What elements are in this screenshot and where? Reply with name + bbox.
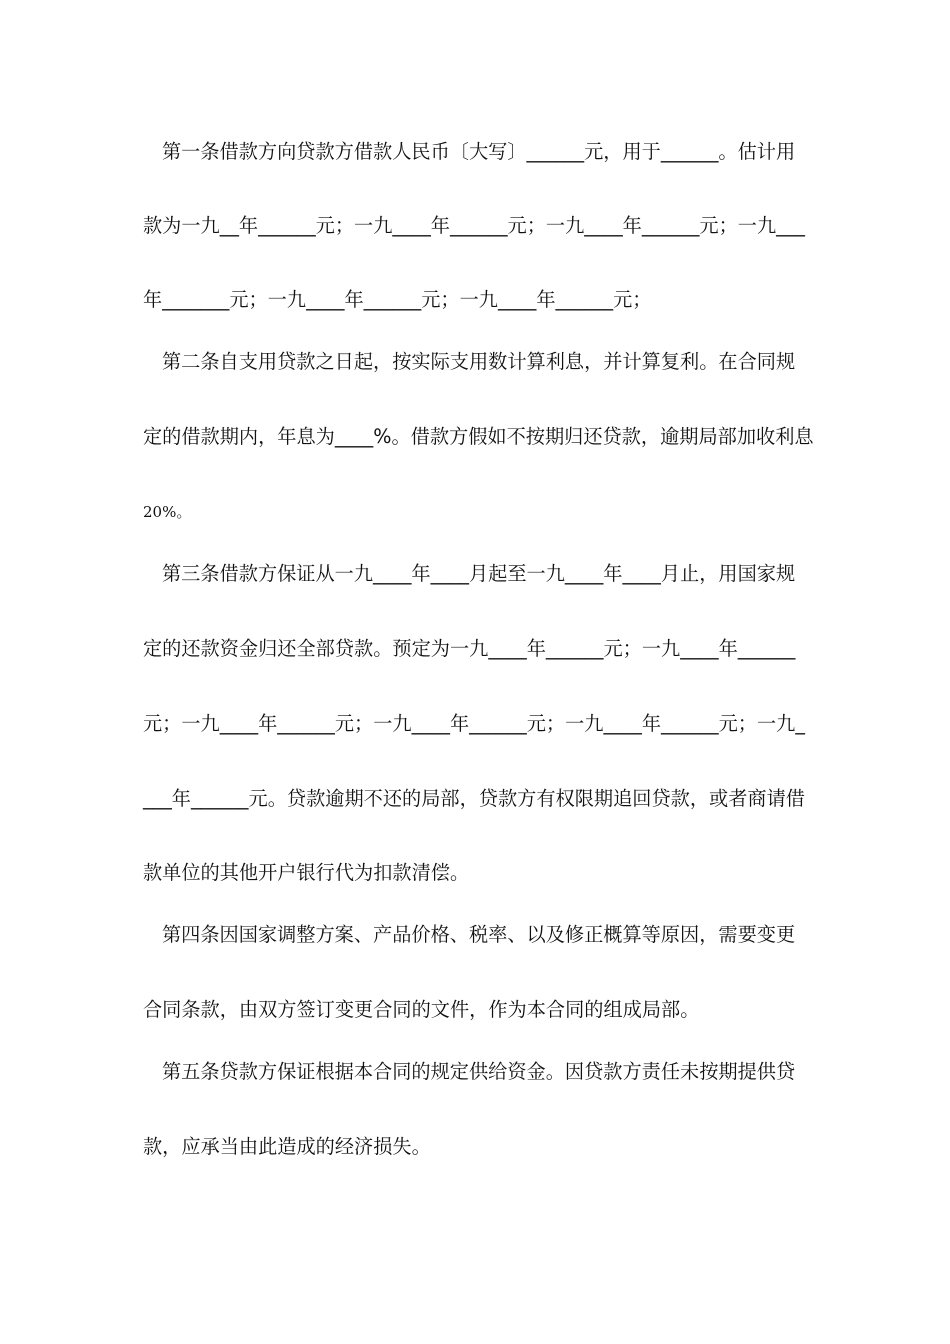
article-1-line-1: 第一条借款方向贷款方借款人民币〔大写〕______元，用于______。估计用 (162, 140, 796, 163)
article-3-line-4: ___年______元。贷款逾期不还的局部，贷款方有权限期追回贷款，或者商请借 (143, 787, 805, 810)
article-1-line-2: 款为一九__年______元；一九____年______元；一九____年______元；一九___ (143, 214, 805, 237)
article-2-line-2: 定的借款期内，年息为____%。借款方假如不按期归还贷款，逾期局部加收利息 (143, 425, 814, 448)
article-4-line-1: 第四条因国家调整方案、产品价格、税率、以及修正概算等原因，需要变更 (162, 923, 796, 946)
article-3-line-2: 定的还款资金归还全部贷款。预定为一九____年______元；一九____年______ (143, 637, 796, 660)
article-5-line-1: 第五条贷款方保证根据本合同的规定供给资金。因贷款方责任未按期提供贷 (162, 1060, 796, 1083)
article-5-line-2: 款，应承当由此造成的经济损失。 (143, 1135, 431, 1158)
article-4-line-2: 合同条款，由双方签订变更合同的文件，作为本合同的组成局部。 (143, 998, 700, 1021)
article-2-line-3: 20%。 (143, 503, 192, 521)
article-3-line-3: 元；一九____年______元；一九____年______元；一九____年______元；一九_ (143, 712, 805, 735)
article-2-line-1: 第二条自支用贷款之日起，按实际支用数计算利息，并计算复利。在合同规 (162, 350, 796, 373)
article-3-line-1: 第三条借款方保证从一九____年____月起至一九____年____月止，用国家规 (162, 562, 796, 585)
article-1-line-3: 年_______元；一九____年______元；一九____年______元； (143, 288, 652, 311)
article-3-line-5: 款单位的其他开户银行代为扣款清偿。 (143, 861, 470, 884)
